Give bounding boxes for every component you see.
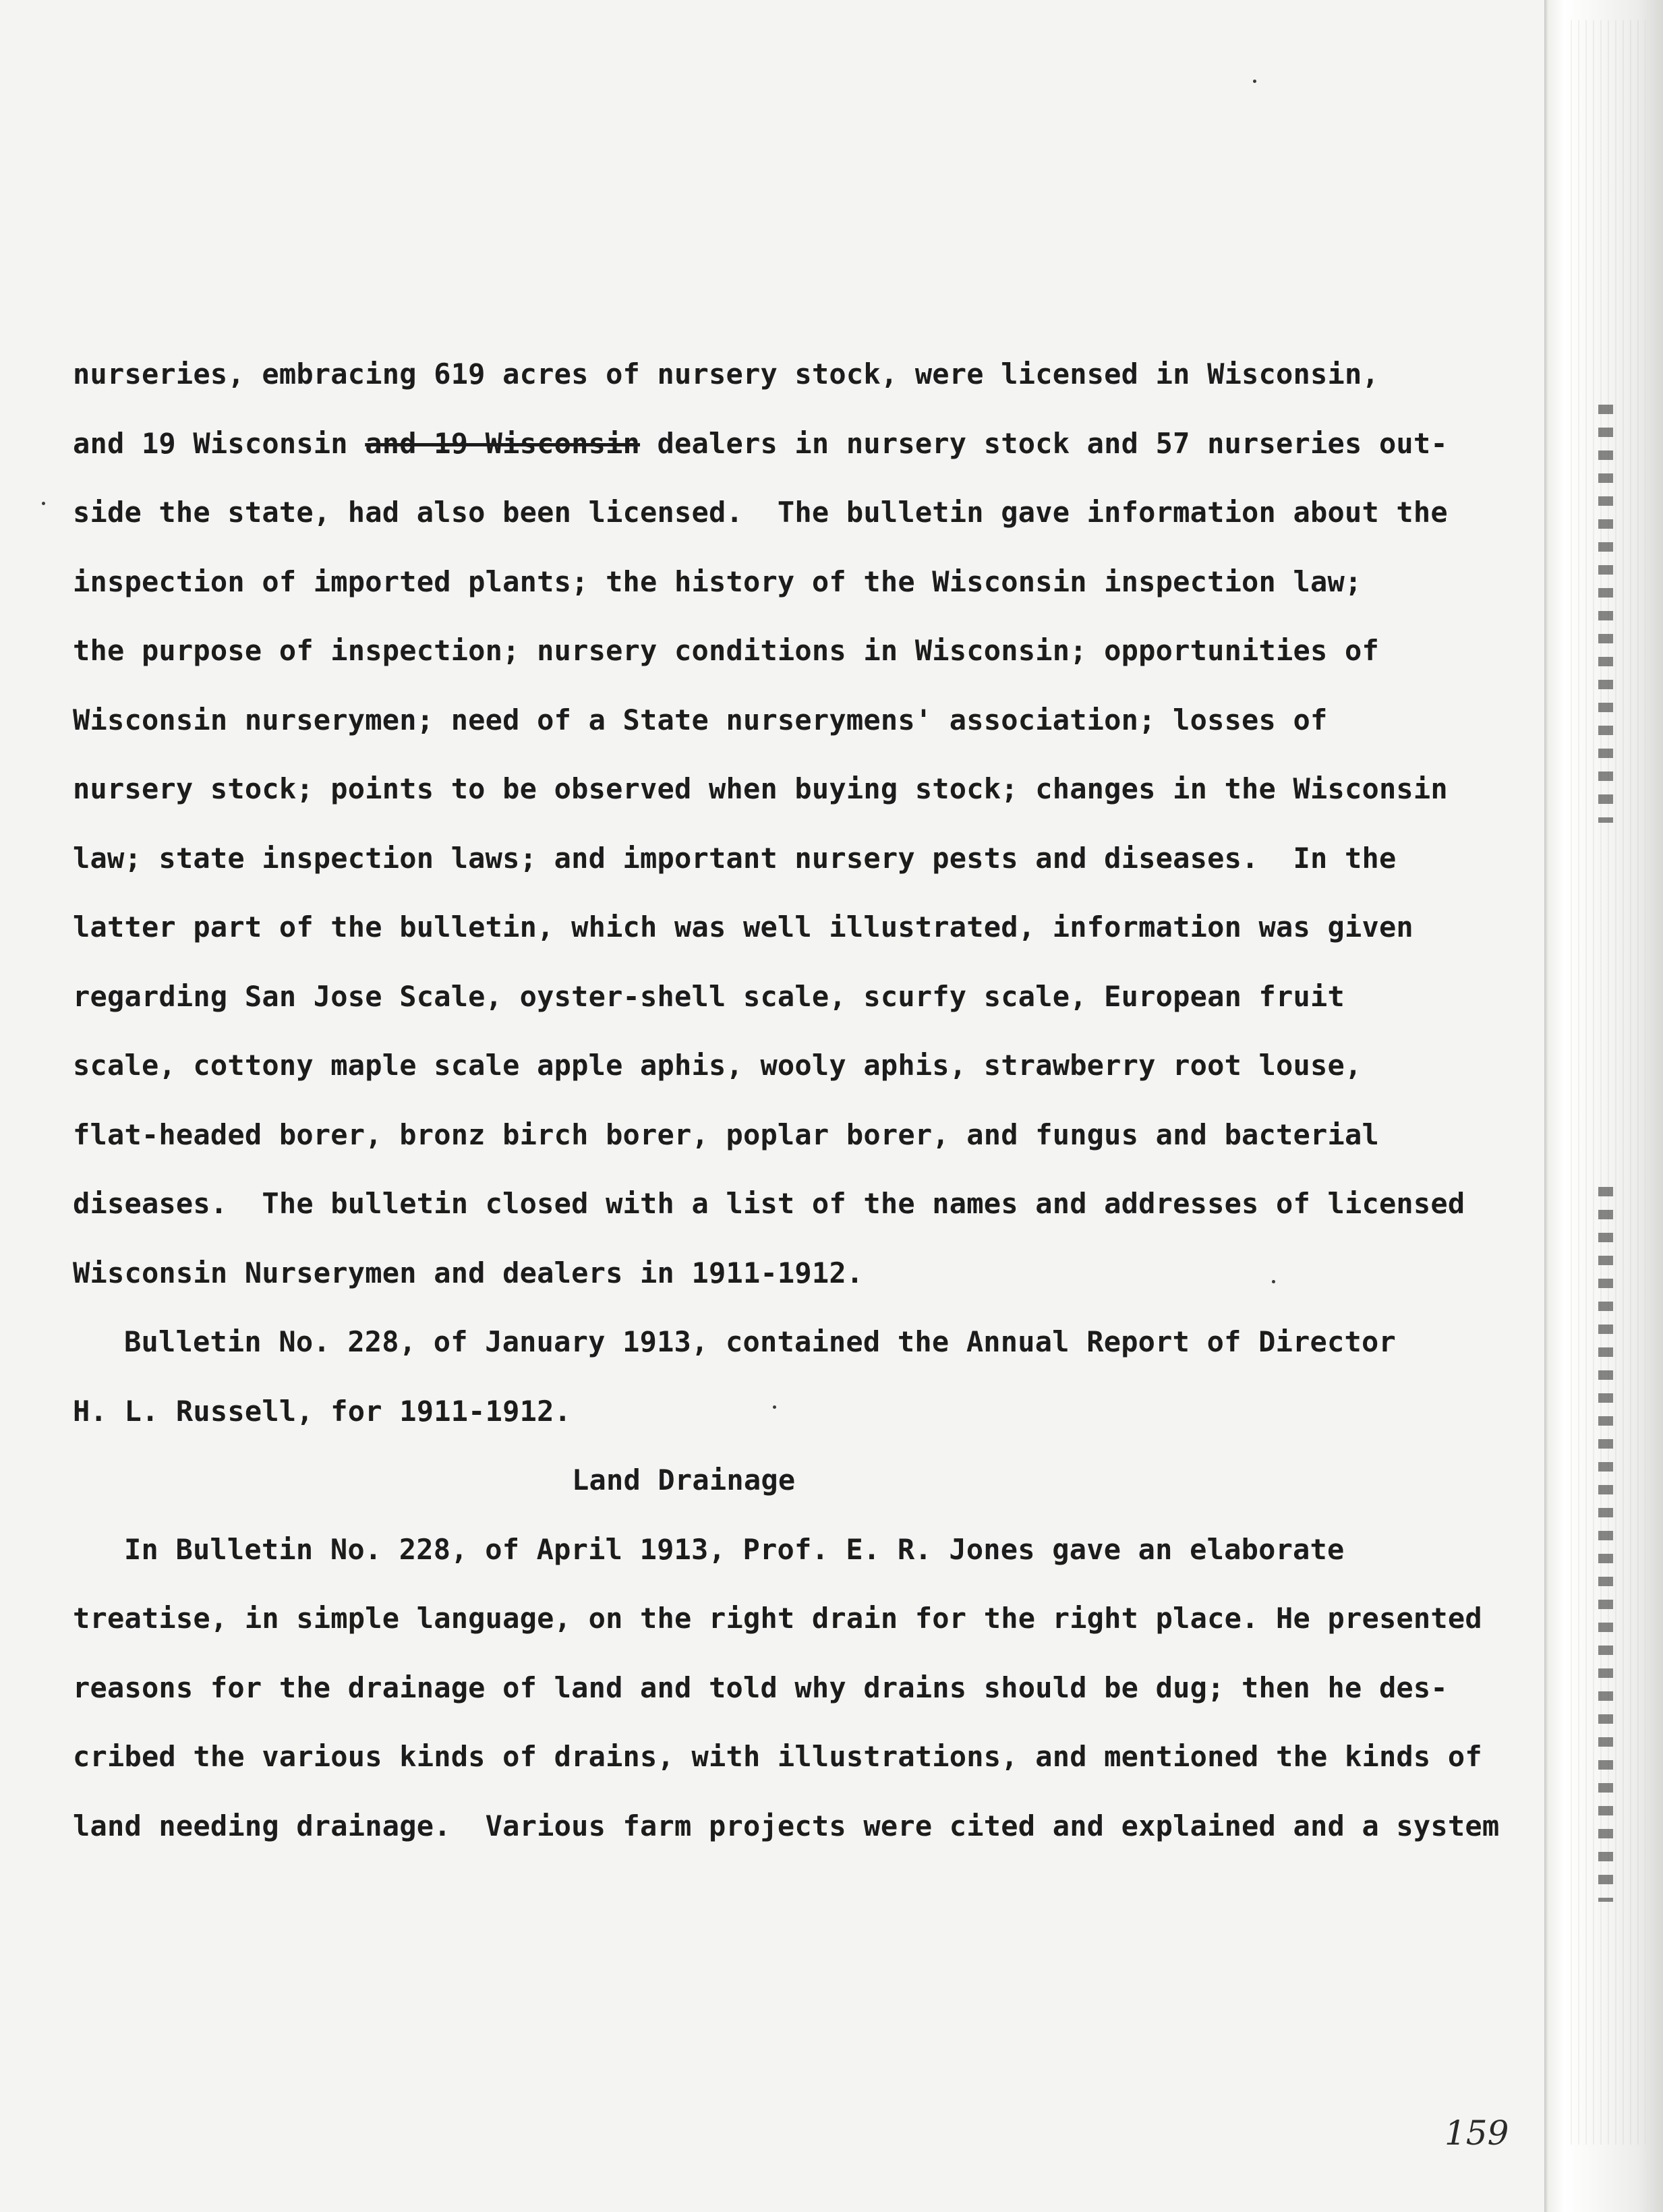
speck <box>42 502 45 505</box>
text-line: nurseries, embracing 619 acres of nursery stock, were licensed in Wisconsin, <box>73 357 1379 390</box>
struck-text: and 19 Wisconsin <box>365 426 641 460</box>
text-line: latter part of the bulletin, which was well illustrated, information was given <box>73 910 1413 943</box>
text-line: H. L. Russell, for 1911-1912. <box>73 1394 572 1428</box>
line-text: dealers in nursery stock and 57 nurseries out- <box>640 426 1448 460</box>
page-number: 159 <box>1445 2114 1509 2153</box>
paragraph-start: In Bulletin No. 228, of April 1913, Prof. E. R. Jones gave an elaborate <box>124 1532 1345 1566</box>
text-line: side the state, had also been licensed. The bulletin gave information about the <box>73 496 1448 529</box>
text-line: Wisconsin Nurserymen and dealers in 1911-1912. <box>73 1256 864 1289</box>
text-line: reasons for the drainage of land and told why drains should be dug; then he des- <box>73 1670 1448 1704</box>
text-line: scale, cottony maple scale apple aphis, wooly aphis, strawberry root louse, <box>73 1049 1362 1082</box>
text-line: inspection of imported plants; the history of the Wisconsin inspection law; <box>73 564 1362 598</box>
text-line: treatise, in simple language, on the right drain for the right place. He presented <box>73 1602 1482 1635</box>
text-line: flat-headed borer, bronz birch borer, poplar borer, and fungus and bacterial <box>73 1117 1379 1151</box>
text-line: cribed the various kinds of drains, with illustrations, and mentioned the kinds of <box>73 1740 1482 1773</box>
bleed-through-marks <box>1598 1187 1613 1902</box>
line-text: and 19 Wisconsin <box>73 426 366 460</box>
text-line: regarding San Jose Scale, oyster-shell scale, scurfy scale, European fruit <box>73 979 1345 1013</box>
section-heading: Land Drainage <box>572 1463 796 1496</box>
document-body <box>73 340 1500 1861</box>
bleed-through-marks <box>1598 405 1613 823</box>
text-line: law; state inspection laws; and important nursery pests and diseases. In the <box>73 841 1397 875</box>
text-line: land needing drainage. Various farm projects were cited and explained and a system <box>73 1809 1500 1842</box>
text-line-with-strikethrough <box>73 409 1462 479</box>
speck <box>1253 80 1256 83</box>
text-line: the purpose of inspection; nursery conditions in Wisconsin; opportunities of <box>73 634 1379 667</box>
text-line: diseases. The bulletin closed with a list of the names and addresses of licensed <box>73 1187 1465 1220</box>
paragraph-start: Bulletin No. 228, of January 1913, contained the Annual Report of Director <box>124 1325 1396 1358</box>
text-line: Wisconsin nurserymen; need of a State nurserymens' association; losses of <box>73 703 1328 736</box>
text-line: nursery stock; points to be observed when buying stock; changes in the Wisconsin <box>73 772 1448 805</box>
